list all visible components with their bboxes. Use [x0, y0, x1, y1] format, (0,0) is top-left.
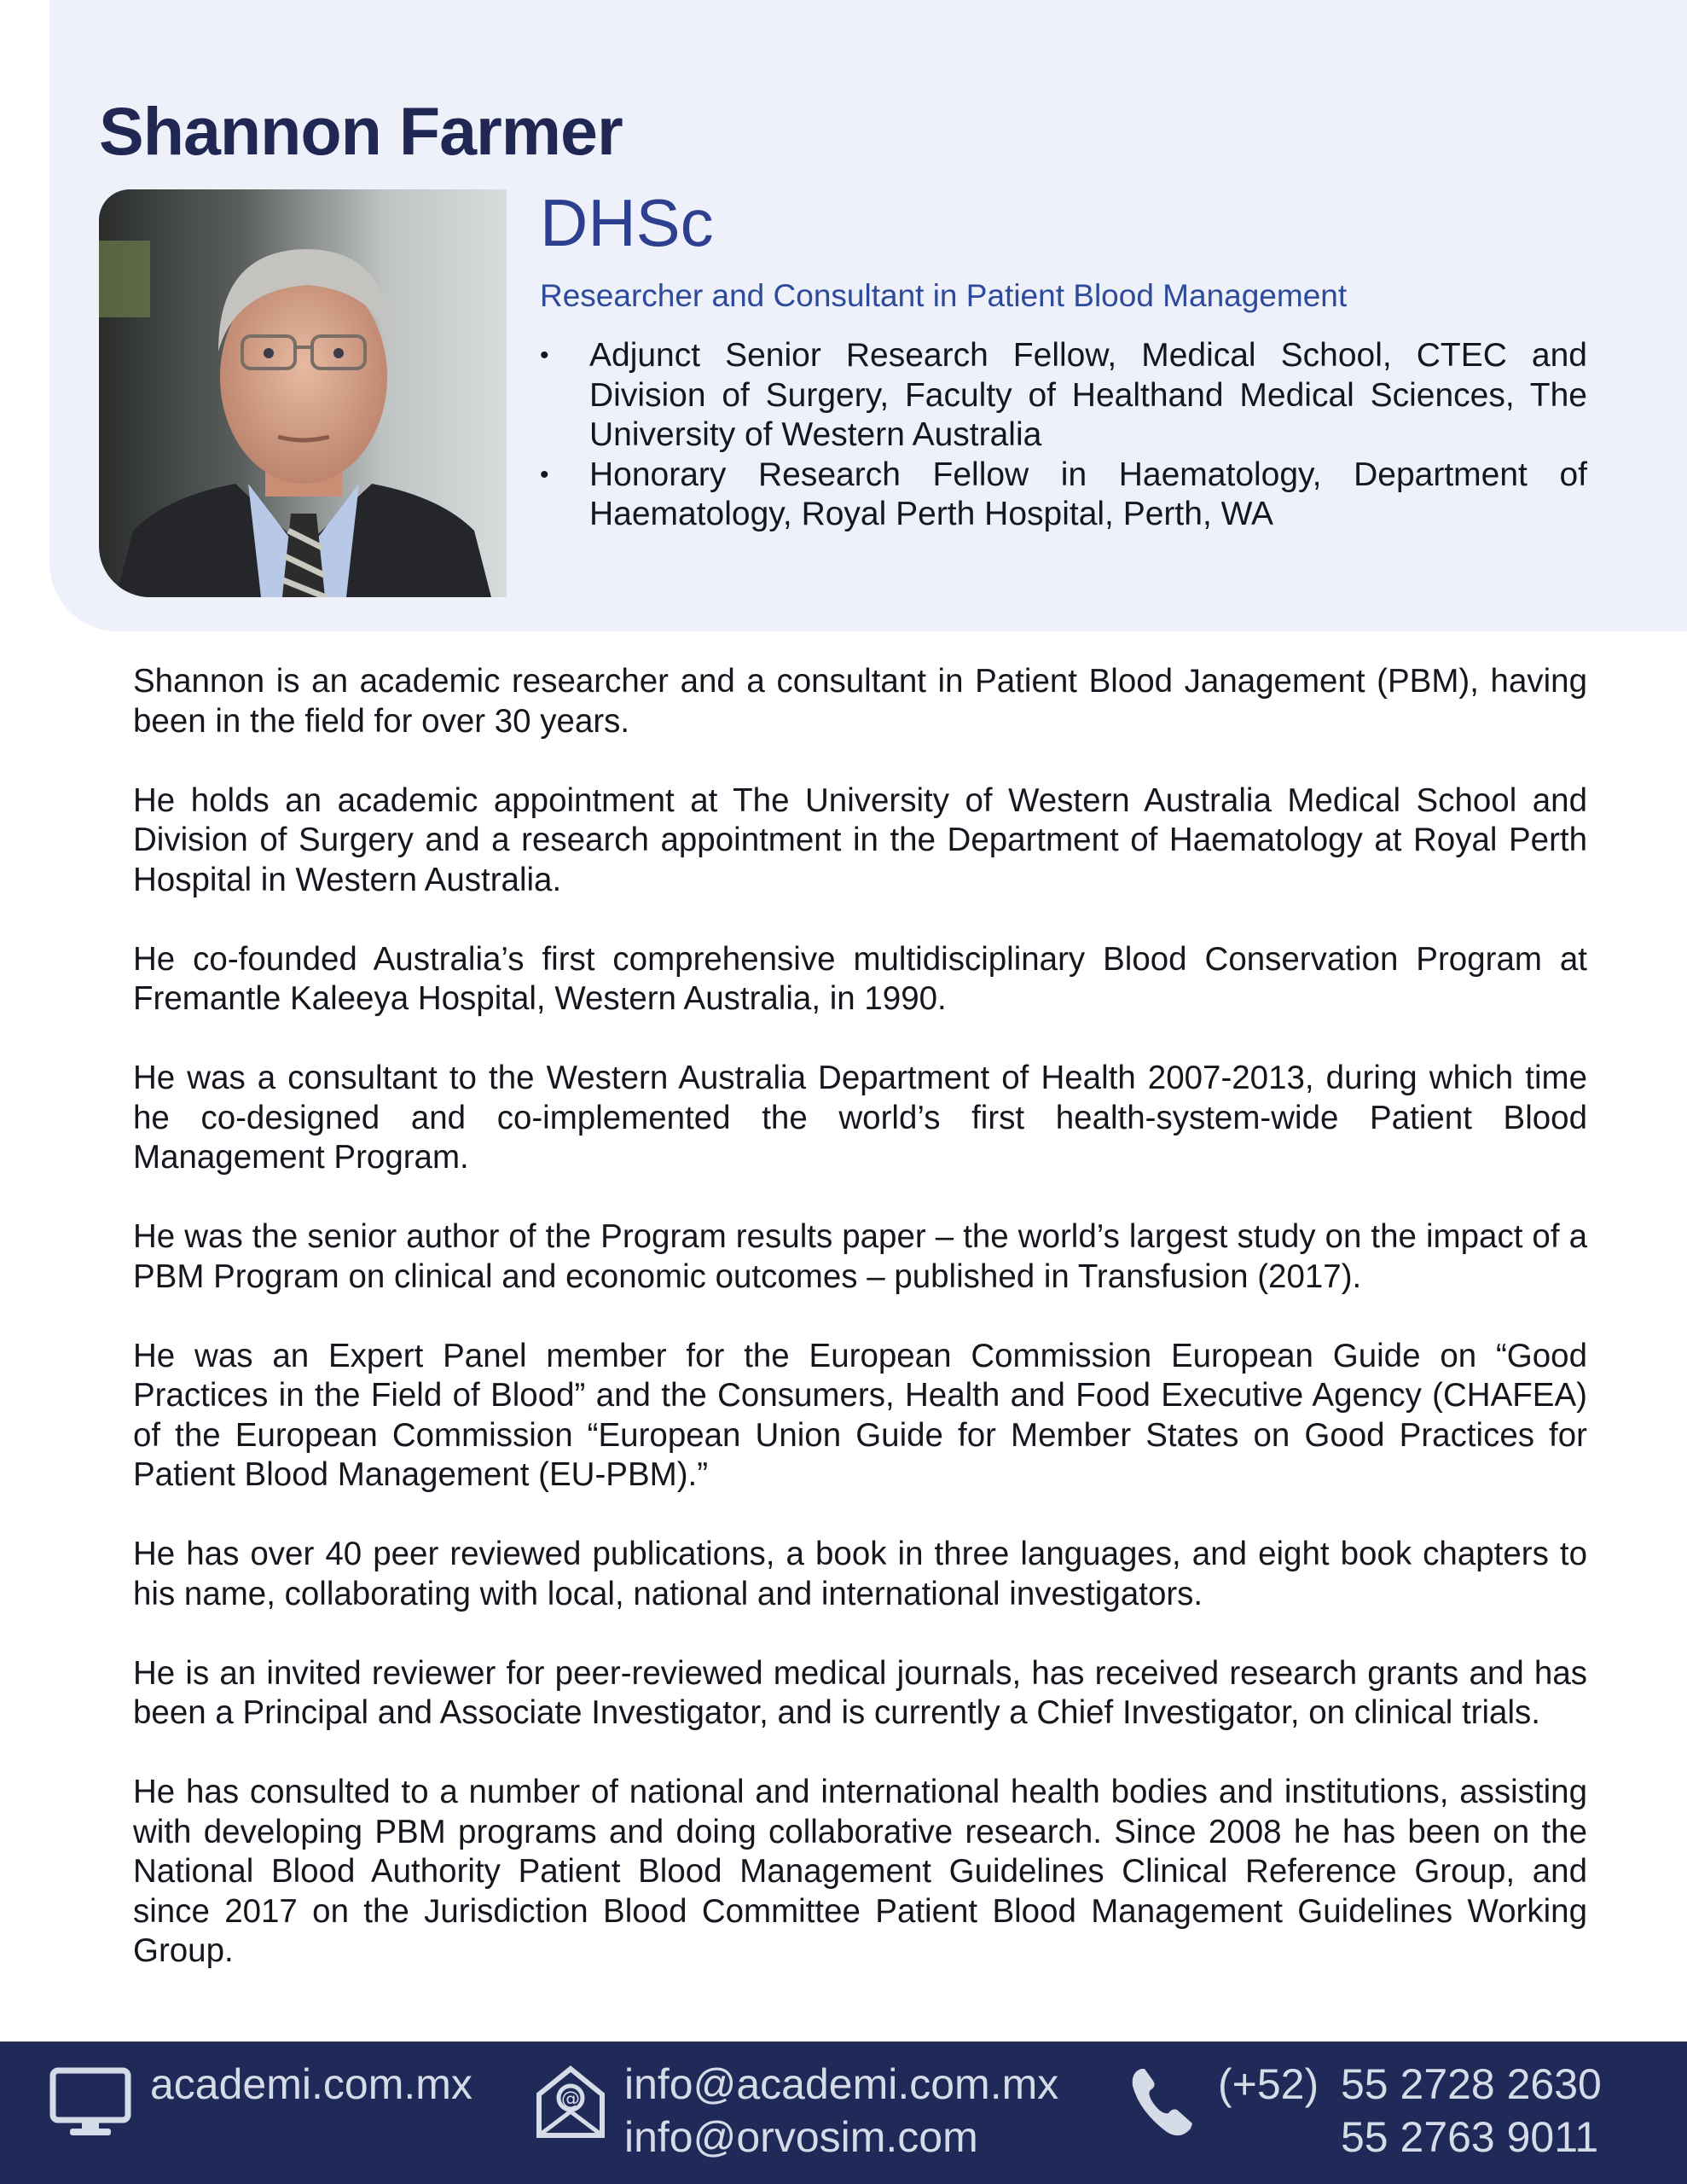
phone-country-code: (+52)	[1218, 2060, 1319, 2108]
email-link-secondary[interactable]: info@orvosim.com	[624, 2113, 978, 2161]
svg-text:@: @	[561, 2088, 580, 2110]
monitor-icon	[49, 2067, 131, 2139]
website-link[interactable]: academi.com.mx	[150, 2060, 472, 2108]
bio-paragraph: He was a consultant to the Western Australia Department of Health 2007-2013, during which time he co-designed and co-implemented the world’s first health-system-wide Patient Blood Management Program.	[133, 1060, 1587, 1176]
affiliation-item: • Adjunct Senior Research Fellow, Medical School, CTEC and Division of Surgery, Faculty of Healthand Medical Sciences, The University of Western Australia	[540, 336, 1587, 456]
bio-paragraph: He has consulted to a number of national and international health bodies and institutions, assisting with developing PBM programs and doing collaborative research. Since 2008 he has been on the National Blood Authority Patient Blood Management Guidelines Clinical Reference Group, and since 2017 on the Jurisdiction Blood Committee Patient Blood Management Guidelines Working Group.	[133, 1774, 1587, 1969]
bio-paragraph: He co-founded Australia’s first comprehensive multidisciplinary Blood Conservation Program at Fremantle Kaleeya Hospital, Western Australia, in 1990.	[133, 940, 1587, 1017]
degree-title: DHSc	[540, 185, 714, 260]
envelope-at-icon	[534, 2062, 607, 2140]
profile-name: Shannon Farmer	[99, 93, 623, 169]
bio-paragraph: He has over 40 peer reviewed publications, a book in three languages, and eight book chapters to his name, collaborating with local, national and international investigators.	[133, 1536, 1587, 1612]
contact-footer	[0, 2042, 1687, 2184]
affiliation-item: • Honorary Research Fellow in Haematology, Department of Haematology, Royal Perth Hospital, Perth, WA	[540, 456, 1587, 535]
biography	[133, 662, 1587, 2011]
bio-paragraph: He holds an academic appointment at The University of Western Australia Medical School and Division of Surgery and a research appointment in the Department of Haematology at Royal Perth Hospital in Western Australia.	[133, 781, 1587, 898]
email-link-primary[interactable]: info@academi.com.mx	[624, 2060, 1059, 2108]
bio-paragraph: Shannon is an academic researcher and a consultant in Patient Blood Janagement (PBM), having been in the field for over 30 years.	[133, 663, 1587, 740]
bio-paragraph: He was an Expert Panel member for the European Commission European Guide on “Good Practices in the Field of Blood” and the Consumers, Health and Food Executive Agency (CHAFEA) of the European Commission “European Union Guide for Member States on Good Practices for Patient Blood Management (EU-PBM).”	[133, 1337, 1587, 1493]
phone-icon	[1128, 2065, 1196, 2139]
role-subtitle: Researcher and Consultant in Patient Blood Management	[540, 278, 1348, 313]
bio-paragraph: He was the senior author of the Program results paper – the world’s largest study on the impact of a PBM Program on clinical and economic outcomes – published in Transfusion (2017).	[133, 1218, 1587, 1295]
bio-paragraph: He is an invited reviewer for peer-reviewed medical journals, has received research grants and has been a Principal and Associate Investigator, and is currently a Chief Investigator, on clinical trials.	[133, 1654, 1587, 1731]
phone-link-secondary[interactable]: 55 2763 9011	[1341, 2113, 1599, 2161]
profile-photo	[99, 189, 507, 597]
affiliation-list	[540, 336, 1587, 535]
phone-link-primary[interactable]: 55 2728 2630	[1341, 2060, 1602, 2108]
